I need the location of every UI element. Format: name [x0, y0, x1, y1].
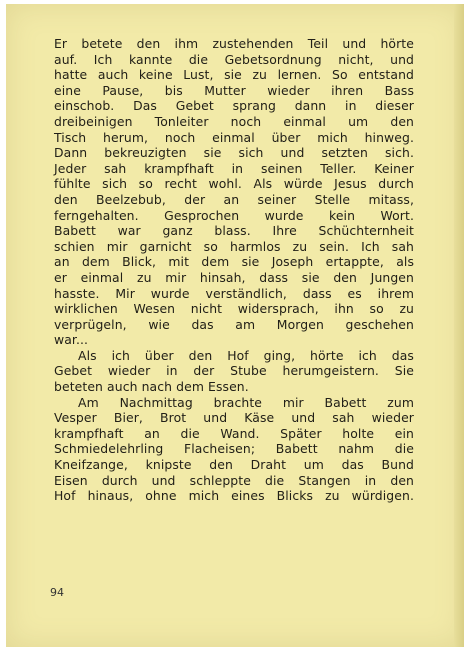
- text-line: Jeder sah krampfhaft in seinen Teller. Keiner: [54, 160, 414, 176]
- text-line: war...: [54, 332, 89, 348]
- page-spine-shadow: [454, 4, 464, 647]
- text-line: ferngehalten. Gesprochen wurde kein Wort.: [54, 207, 414, 223]
- text-line: Eisen durch und schleppte die Stangen in den: [54, 472, 414, 488]
- text-line: krampfhaft an die Wand. Später holte ein: [54, 425, 414, 441]
- text-line: Babett war ganz blass. Ihre Schüchternheit: [54, 223, 414, 239]
- text-line: verprügeln, wie das am Morgen geschehen: [54, 316, 414, 332]
- page-number: 94: [50, 586, 64, 599]
- text-line: wirklichen Wesen nicht widersprach, ihn so zu: [54, 301, 414, 317]
- text-line: Am Nachmittag brachte mir Babett zum: [78, 394, 414, 410]
- text-line: Als ich über den Hof ging, hörte ich das: [78, 347, 414, 363]
- text-line: Tisch herum, noch einmal über mich hinweg.: [54, 129, 414, 145]
- text-line: Er betete den ihm zustehenden Teil und hörte: [54, 36, 414, 51]
- text-line: auf. Ich kannte die Gebetsordnung nicht, und: [54, 51, 414, 67]
- text-line: hatte auch keine Lust, sie zu lernen. So entstand: [54, 67, 414, 83]
- text-line: fühlte sich so recht wohl. Als würde Jesus durch: [54, 176, 414, 192]
- text-line: Hof hinaus, ohne mich eines Blicks zu würdigen.: [54, 488, 414, 504]
- text-line: Vesper Bier, Brot und Käse und sah wieder: [54, 410, 414, 426]
- text-line: hasste. Mir wurde verständlich, dass es ihrem: [54, 285, 414, 301]
- text-line: an dem Blick, mit dem sie Joseph ertappte, als: [54, 254, 414, 270]
- text-line: einschob. Das Gebet sprang dann in dieser: [54, 98, 414, 114]
- body-text: [54, 36, 414, 504]
- book-page: [6, 4, 464, 647]
- text-line: eine Pause, bis Mutter wieder ihren Bass: [54, 82, 414, 98]
- text-line: Dann bekreuzigten sie sich und setzten sich.: [54, 145, 414, 161]
- text-line: Kneifzange, knipste den Draht um das Bund: [54, 457, 414, 473]
- text-line: dreibeinigen Tonleiter noch einmal um den: [54, 113, 414, 129]
- text-line: Schmiedelehrling Flacheisen; Babett nahm die: [54, 441, 414, 457]
- text-line: beteten auch nach dem Essen.: [54, 379, 249, 395]
- text-line: den Beelzebub, der an seiner Stelle mitass,: [54, 191, 414, 207]
- text-line: schien mir garnicht so harmlos zu sein. Ich sah: [54, 238, 414, 254]
- text-line: er einmal zu mir hinsah, dass sie den Jungen: [54, 269, 414, 285]
- text-line: Gebet wieder in der Stube herumgeistern. Sie: [54, 363, 414, 379]
